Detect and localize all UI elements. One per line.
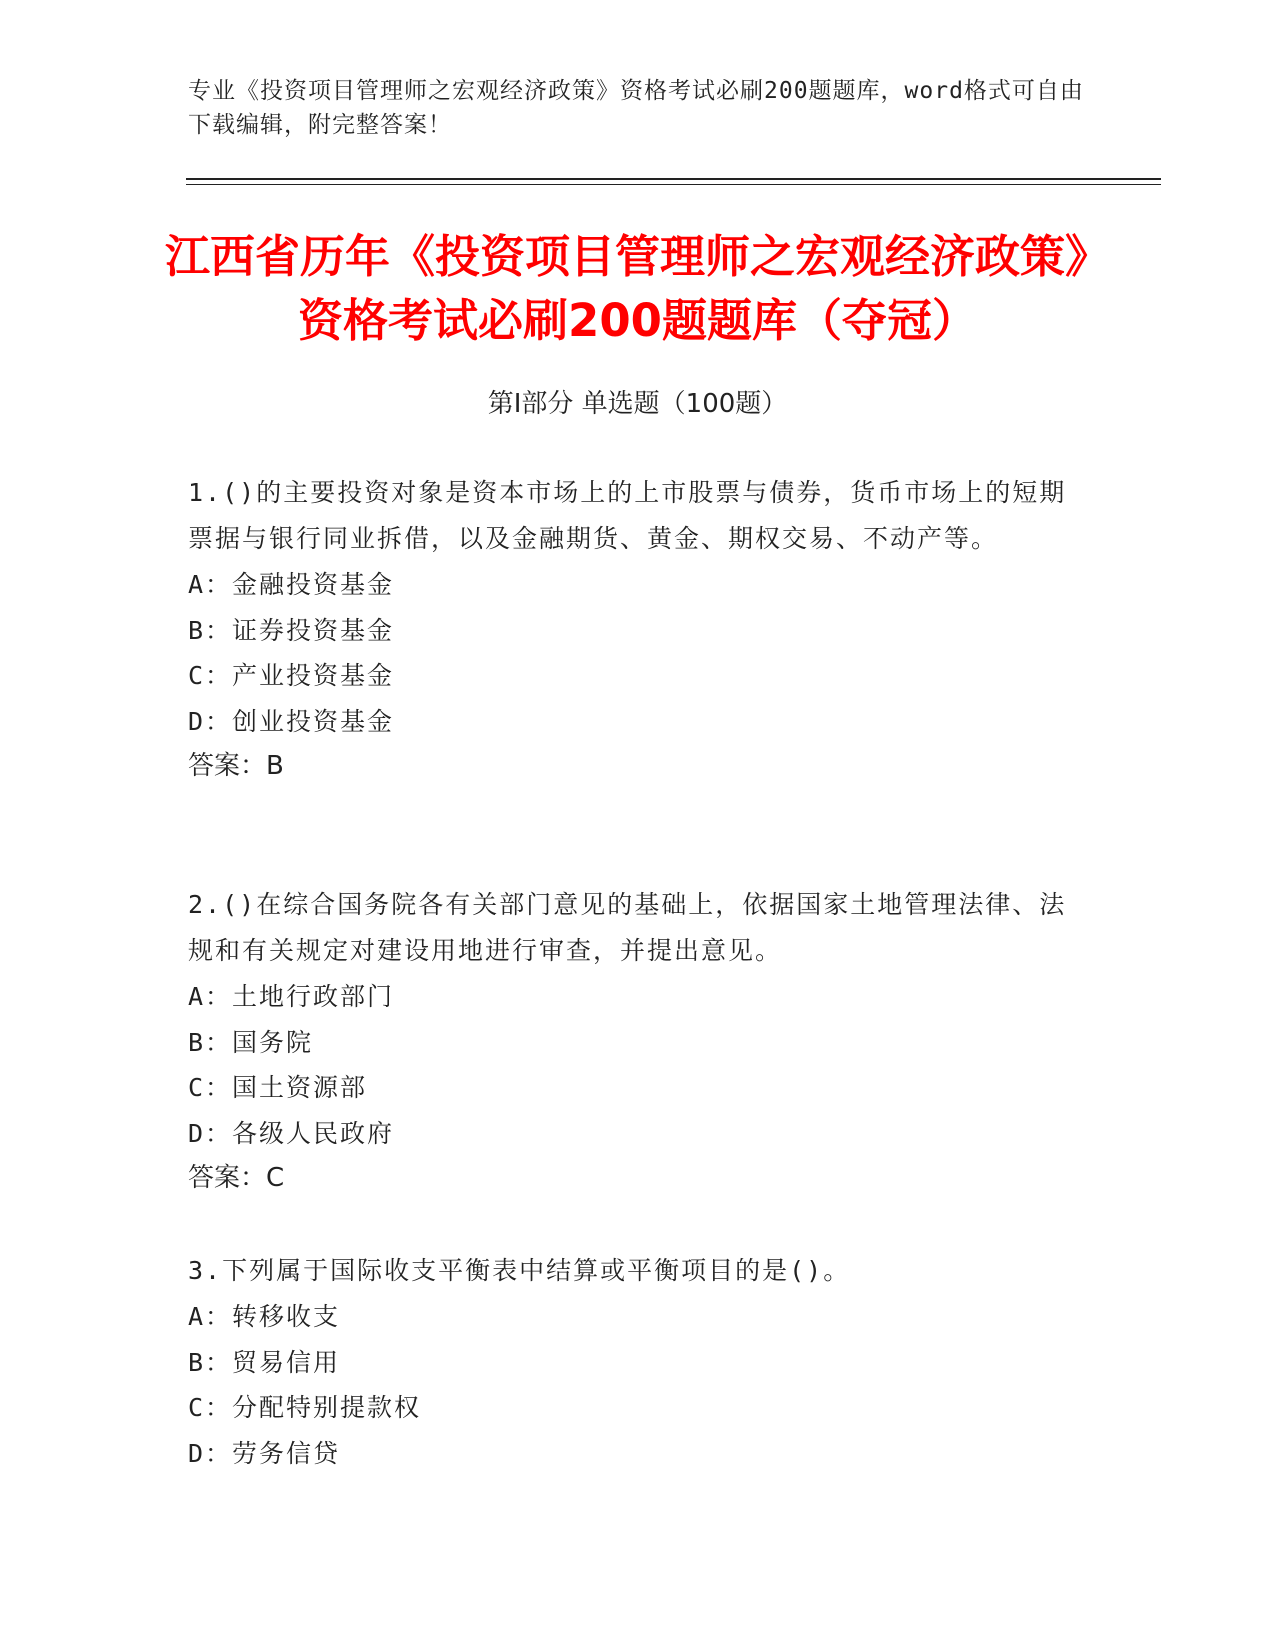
option-b: B：贸易信用	[188, 1347, 341, 1377]
question-3	[188, 1248, 1068, 1476]
option-d: D：各级人民政府	[188, 1118, 395, 1148]
option-d: D：创业投资基金	[188, 706, 395, 736]
option-a: A：金融投资基金	[188, 570, 395, 599]
option-b: B：证券投资基金	[188, 615, 395, 645]
option-d: D：劳务信贷	[188, 1438, 341, 1468]
question-1	[188, 470, 1068, 789]
header-divider-thin	[186, 184, 1161, 185]
option-c: C：产业投资基金	[188, 661, 395, 690]
header-note: 专业《投资项目管理师之宏观经济政策》资格考试必刷200题题库，word格式可自由下载编辑，附完整答案！	[188, 78, 1084, 138]
section-title: 第I部分 单选题（100题）	[487, 389, 788, 419]
option-c: C：分配特别提款权	[188, 1393, 422, 1422]
option-b: B：国务院	[188, 1027, 314, 1057]
question-stem: 1.()的主要投资对象是资本市场上的上市股票与债券，货币市场上的短期票据与银行同业拆借，以及金融期货、黄金、期权交易、不动产等。	[188, 478, 1067, 553]
option-a: A：土地行政部门	[188, 982, 395, 1011]
question-stem: 3.下列属于国际收支平衡表中结算或平衡项目的是()。	[188, 1256, 851, 1285]
option-a: A：转移收支	[188, 1302, 341, 1331]
answer: 答案：B	[188, 751, 284, 781]
answer: 答案：C	[188, 1163, 285, 1193]
question-2	[188, 882, 1068, 1201]
document-title: 江西省历年《投资项目管理师之宏观经济政策》资格考试必刷200题题库（夺冠）	[164, 230, 1110, 347]
question-stem: 2.()在综合国务院各有关部门意见的基础上，依据国家土地管理法律、法规和有关规定对建设用地进行审查，并提出意见。	[188, 890, 1067, 965]
header-divider-thick	[186, 178, 1161, 180]
option-c: C：国土资源部	[188, 1073, 368, 1102]
